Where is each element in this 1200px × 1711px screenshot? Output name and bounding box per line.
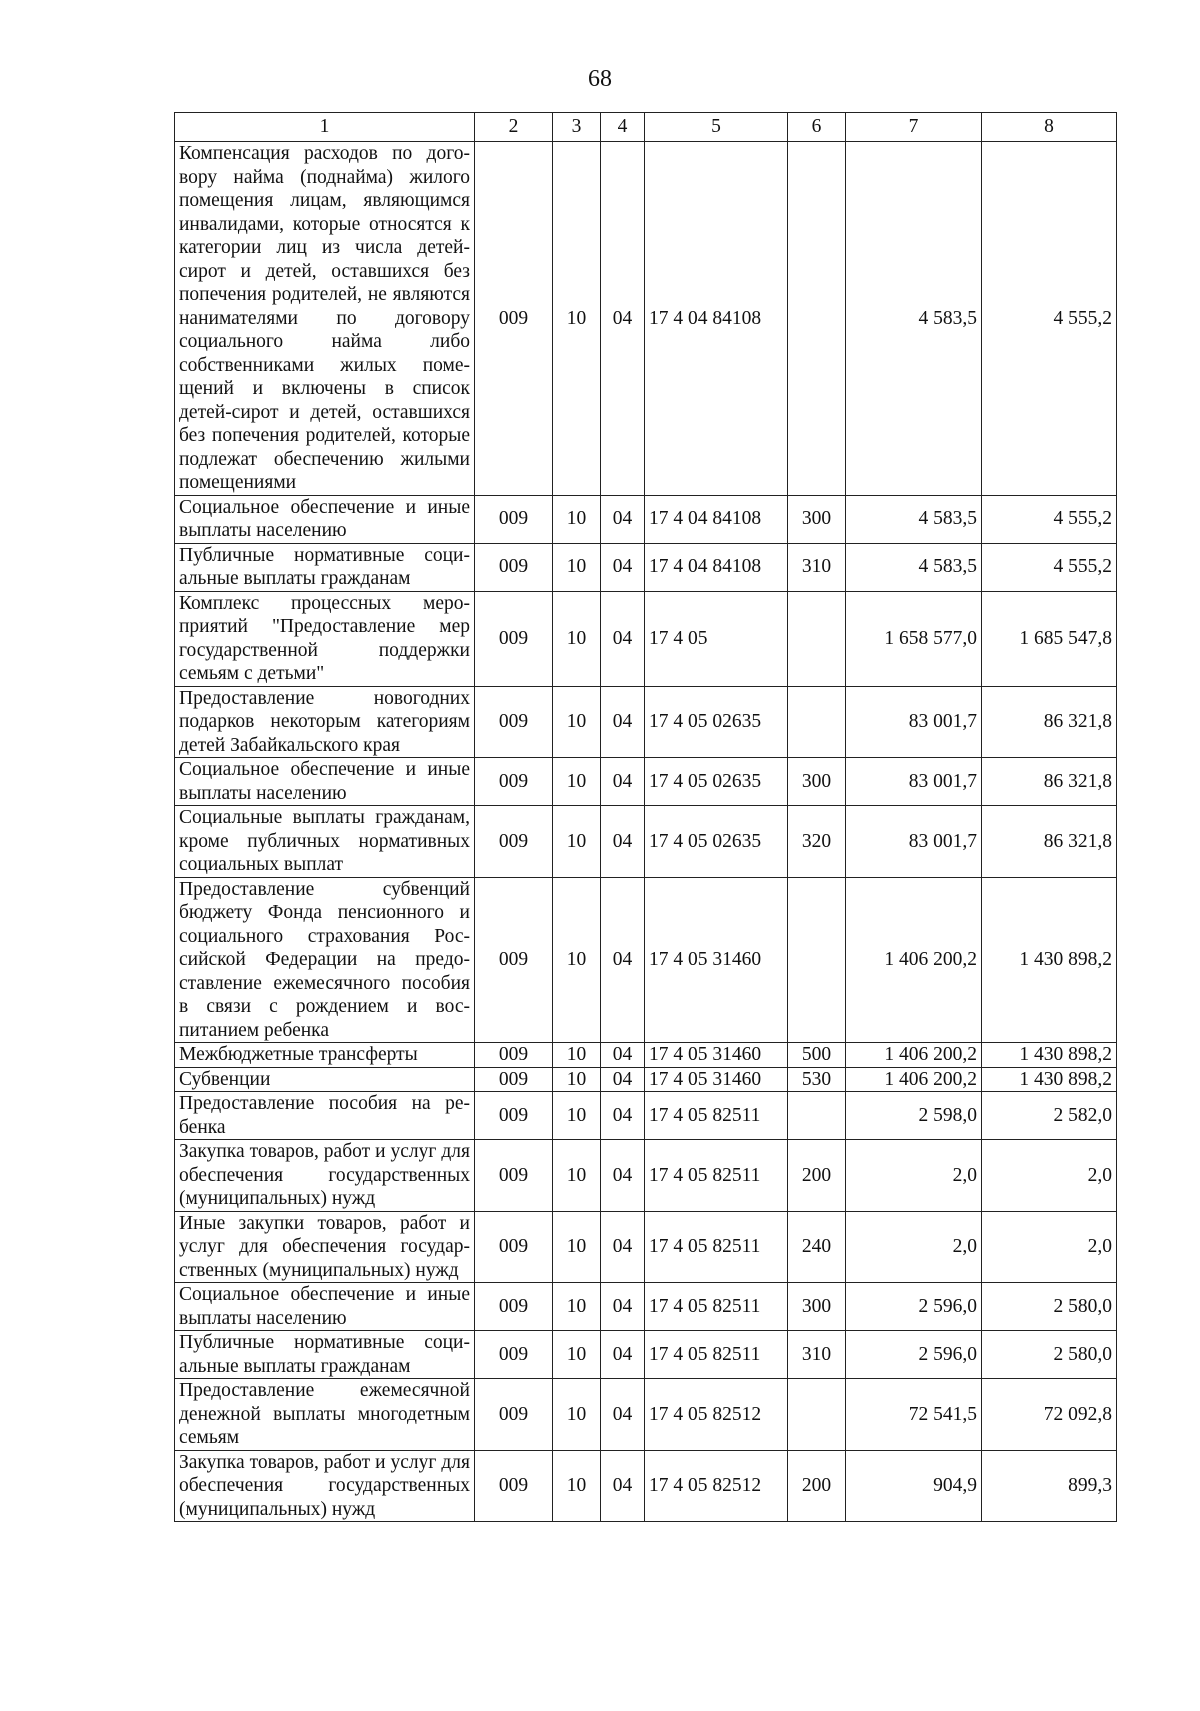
amount-year1-cell: 1 658 577,0 (846, 591, 982, 686)
amount-year1-cell: 2 596,0 (846, 1283, 982, 1331)
table-header-row (175, 113, 1117, 142)
item-name-cell: Публичные нормативные социальные выплаты гражданам (175, 543, 475, 591)
section-code-cell: 10 (553, 758, 601, 806)
target-article-cell: 17 4 04 84108 (645, 495, 788, 543)
target-article-cell: 17 4 04 84108 (645, 142, 788, 496)
expense-type-cell: 300 (788, 495, 846, 543)
ministry-code-cell: 009 (475, 686, 553, 758)
expense-type-cell: 500 (788, 1043, 846, 1068)
table-row (175, 142, 1117, 496)
item-name-cell: Социальное обеспечение и иные выплаты населению (175, 758, 475, 806)
section-code-cell: 10 (553, 1450, 601, 1522)
amount-year2-cell: 899,3 (982, 1450, 1117, 1522)
amount-year1-cell: 4 583,5 (846, 142, 982, 496)
subsection-code-cell: 04 (601, 1043, 645, 1068)
expense-type-cell (788, 1092, 846, 1140)
target-article-cell: 17 4 05 (645, 591, 788, 686)
amount-year2-cell: 86 321,8 (982, 758, 1117, 806)
item-name-cell: Компенсация расходов по договору найма (поднайма) жилого помещения лицам, являющимся инвалидами, которые относятся к категории лиц из числа детей-сирот и детей, оставшихся без попечения родителей, не являются нанимателями по договору социального найма либо собственниками жилых помещений и включены в список детей-сирот и детей, оставшихся без попечения родителей, которые подлежат обеспечению жилыми помещениями (175, 142, 475, 496)
item-name-cell: Иные закупки товаров, работ и услуг для обеспечения государственных (муниципальных) нужд (175, 1211, 475, 1283)
amount-year1-cell: 4 583,5 (846, 495, 982, 543)
amount-year1-cell: 83 001,7 (846, 806, 982, 878)
table-row (175, 1067, 1117, 1092)
section-code-cell: 10 (553, 1067, 601, 1092)
ministry-code-cell: 009 (475, 1331, 553, 1379)
amount-year1-cell: 2 596,0 (846, 1331, 982, 1379)
table-body (175, 142, 1117, 1522)
page-number: 68 (588, 66, 612, 92)
table-row (175, 1211, 1117, 1283)
table-row (175, 495, 1117, 543)
amount-year1-cell: 4 583,5 (846, 543, 982, 591)
target-article-cell: 17 4 05 02635 (645, 758, 788, 806)
amount-year1-cell: 72 541,5 (846, 1379, 982, 1451)
section-code-cell: 10 (553, 1043, 601, 1068)
section-code-cell: 10 (553, 543, 601, 591)
amount-year1-cell: 1 406 200,2 (846, 877, 982, 1043)
amount-year1-cell: 83 001,7 (846, 758, 982, 806)
target-article-cell: 17 4 05 82512 (645, 1379, 788, 1451)
amount-year1-cell: 2 598,0 (846, 1092, 982, 1140)
expense-type-cell (788, 142, 846, 496)
amount-year2-cell: 1 430 898,2 (982, 877, 1117, 1043)
amount-year1-cell: 2,0 (846, 1211, 982, 1283)
table-row (175, 1140, 1117, 1212)
item-name-cell: Социальное обеспечение и иные выплаты населению (175, 495, 475, 543)
amount-year2-cell: 4 555,2 (982, 495, 1117, 543)
subsection-code-cell: 04 (601, 591, 645, 686)
subsection-code-cell: 04 (601, 543, 645, 591)
table-row (175, 1043, 1117, 1068)
subsection-code-cell: 04 (601, 1331, 645, 1379)
expense-type-cell: 530 (788, 1067, 846, 1092)
expense-type-cell (788, 591, 846, 686)
ministry-code-cell: 009 (475, 1211, 553, 1283)
ministry-code-cell: 009 (475, 1450, 553, 1522)
amount-year2-cell: 4 555,2 (982, 543, 1117, 591)
target-article-cell: 17 4 05 31460 (645, 1067, 788, 1092)
table-row (175, 1450, 1117, 1522)
header-cell: 6 (788, 113, 846, 142)
subsection-code-cell: 04 (601, 877, 645, 1043)
amount-year2-cell: 2 582,0 (982, 1092, 1117, 1140)
expense-type-cell: 310 (788, 1331, 846, 1379)
amount-year2-cell: 2,0 (982, 1140, 1117, 1212)
target-article-cell: 17 4 05 31460 (645, 1043, 788, 1068)
target-article-cell: 17 4 05 82511 (645, 1331, 788, 1379)
subsection-code-cell: 04 (601, 1140, 645, 1212)
table-row (175, 1283, 1117, 1331)
amount-year2-cell: 72 092,8 (982, 1379, 1117, 1451)
expense-type-cell (788, 877, 846, 1043)
ministry-code-cell: 009 (475, 543, 553, 591)
subsection-code-cell: 04 (601, 758, 645, 806)
target-article-cell: 17 4 05 02635 (645, 806, 788, 878)
table-row (175, 877, 1117, 1043)
expense-type-cell (788, 1379, 846, 1451)
expense-type-cell: 200 (788, 1450, 846, 1522)
section-code-cell: 10 (553, 1092, 601, 1140)
amount-year1-cell: 83 001,7 (846, 686, 982, 758)
budget-table (174, 112, 1117, 1522)
item-name-cell: Публичные нормативные социальные выплаты гражданам (175, 1331, 475, 1379)
expense-type-cell: 200 (788, 1140, 846, 1212)
section-code-cell: 10 (553, 1283, 601, 1331)
item-name-cell: Социальное обеспечение и иные выплаты населению (175, 1283, 475, 1331)
item-name-cell: Предоставление ежемесячной денежной выплаты многодетным семьям (175, 1379, 475, 1451)
subsection-code-cell: 04 (601, 1092, 645, 1140)
subsection-code-cell: 04 (601, 142, 645, 496)
expense-type-cell: 310 (788, 543, 846, 591)
target-article-cell: 17 4 05 82511 (645, 1283, 788, 1331)
item-name-cell: Предоставление пособия на ребенка (175, 1092, 475, 1140)
amount-year2-cell: 1 685 547,8 (982, 591, 1117, 686)
subsection-code-cell: 04 (601, 1283, 645, 1331)
section-code-cell: 10 (553, 806, 601, 878)
ministry-code-cell: 009 (475, 1043, 553, 1068)
subsection-code-cell: 04 (601, 495, 645, 543)
amount-year2-cell: 86 321,8 (982, 806, 1117, 878)
expense-type-cell (788, 686, 846, 758)
amount-year1-cell: 2,0 (846, 1140, 982, 1212)
ministry-code-cell: 009 (475, 1140, 553, 1212)
header-cell: 8 (982, 113, 1117, 142)
section-code-cell: 10 (553, 686, 601, 758)
header-cell: 5 (645, 113, 788, 142)
ministry-code-cell: 009 (475, 1092, 553, 1140)
target-article-cell: 17 4 05 82511 (645, 1211, 788, 1283)
item-name-cell: Закупка товаров, работ и услуг для обеспечения государственных (муниципальных) нужд (175, 1140, 475, 1212)
amount-year2-cell: 1 430 898,2 (982, 1067, 1117, 1092)
ministry-code-cell: 009 (475, 1283, 553, 1331)
amount-year2-cell: 86 321,8 (982, 686, 1117, 758)
ministry-code-cell: 009 (475, 1067, 553, 1092)
amount-year2-cell: 4 555,2 (982, 142, 1117, 496)
target-article-cell: 17 4 05 82511 (645, 1140, 788, 1212)
target-article-cell: 17 4 05 82511 (645, 1092, 788, 1140)
subsection-code-cell: 04 (601, 1067, 645, 1092)
section-code-cell: 10 (553, 1331, 601, 1379)
item-name-cell: Социальные выплаты гражданам, кроме публичных нормативных социальных выплат (175, 806, 475, 878)
ministry-code-cell: 009 (475, 877, 553, 1043)
section-code-cell: 10 (553, 1379, 601, 1451)
ministry-code-cell: 009 (475, 1379, 553, 1451)
amount-year2-cell: 1 430 898,2 (982, 1043, 1117, 1068)
ministry-code-cell: 009 (475, 806, 553, 878)
expense-type-cell: 300 (788, 758, 846, 806)
target-article-cell: 17 4 05 02635 (645, 686, 788, 758)
header-cell: 2 (475, 113, 553, 142)
target-article-cell: 17 4 05 82512 (645, 1450, 788, 1522)
header-cell: 3 (553, 113, 601, 142)
target-article-cell: 17 4 04 84108 (645, 543, 788, 591)
section-code-cell: 10 (553, 877, 601, 1043)
section-code-cell: 10 (553, 1211, 601, 1283)
ministry-code-cell: 009 (475, 758, 553, 806)
expense-type-cell: 320 (788, 806, 846, 878)
section-code-cell: 10 (553, 142, 601, 496)
ministry-code-cell: 009 (475, 142, 553, 496)
subsection-code-cell: 04 (601, 806, 645, 878)
target-article-cell: 17 4 05 31460 (645, 877, 788, 1043)
item-name-cell: Комплекс процессных мероприятий "Предоставление мер государственной поддержки семьям с детьми" (175, 591, 475, 686)
table-row (175, 806, 1117, 878)
table-row (175, 1092, 1117, 1140)
ministry-code-cell: 009 (475, 591, 553, 686)
table-row (175, 591, 1117, 686)
item-name-cell: Закупка товаров, работ и услуг для обеспечения государственных (муниципальных) нужд (175, 1450, 475, 1522)
header-cell: 4 (601, 113, 645, 142)
header-cell: 1 (175, 113, 475, 142)
item-name-cell: Межбюджетные трансферты (175, 1043, 475, 1068)
amount-year1-cell: 1 406 200,2 (846, 1043, 982, 1068)
table-row (175, 758, 1117, 806)
header-cell: 7 (846, 113, 982, 142)
amount-year2-cell: 2,0 (982, 1211, 1117, 1283)
amount-year2-cell: 2 580,0 (982, 1283, 1117, 1331)
amount-year1-cell: 1 406 200,2 (846, 1067, 982, 1092)
table-row (175, 1379, 1117, 1451)
subsection-code-cell: 04 (601, 1379, 645, 1451)
subsection-code-cell: 04 (601, 1211, 645, 1283)
amount-year2-cell: 2 580,0 (982, 1331, 1117, 1379)
subsection-code-cell: 04 (601, 1450, 645, 1522)
ministry-code-cell: 009 (475, 495, 553, 543)
amount-year1-cell: 904,9 (846, 1450, 982, 1522)
section-code-cell: 10 (553, 495, 601, 543)
subsection-code-cell: 04 (601, 686, 645, 758)
item-name-cell: Предоставление субвенций бюджету Фонда пенсионного и социального страхования Российской Федерации на предоставление ежемесячного пособия в связи с рождением и воспитанием ребенка (175, 877, 475, 1043)
table-row (175, 686, 1117, 758)
table-row (175, 1331, 1117, 1379)
table-row (175, 543, 1117, 591)
item-name-cell: Субвенции (175, 1067, 475, 1092)
expense-type-cell: 240 (788, 1211, 846, 1283)
section-code-cell: 10 (553, 1140, 601, 1212)
expense-type-cell: 300 (788, 1283, 846, 1331)
item-name-cell: Предоставление новогодних подарков некоторым категориям детей Забайкальского края (175, 686, 475, 758)
section-code-cell: 10 (553, 591, 601, 686)
